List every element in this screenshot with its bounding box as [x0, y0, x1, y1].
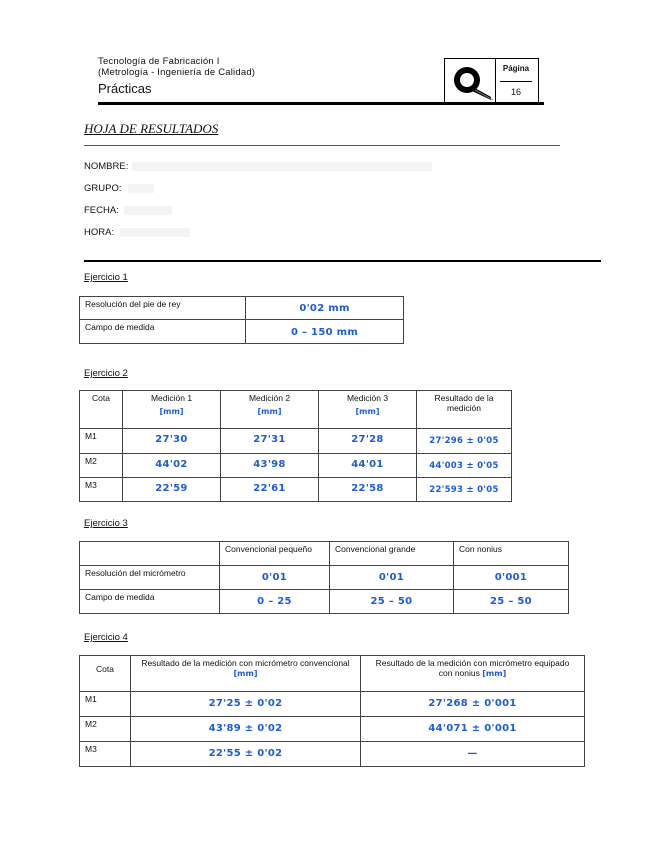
- value: 0 – 25: [257, 596, 292, 607]
- ej1-title: Ejercicio 1: [84, 272, 128, 283]
- ej4-header: Resultado de la medición con micrómetro equipado con nonius: [375, 658, 570, 678]
- result: 22'593 ± 0'05: [429, 485, 499, 495]
- q-logo-icon: [445, 59, 495, 103]
- result: —: [467, 748, 478, 759]
- ej4-title: Ejercicio 4: [84, 632, 128, 643]
- unit-label: [mm]: [233, 669, 258, 678]
- ej1-label: Campo de medida: [80, 320, 246, 344]
- course-name: Tecnología de Fabricación I: [98, 56, 220, 67]
- ej3-title: Ejercicio 3: [84, 518, 128, 529]
- logo: [444, 58, 496, 104]
- ej1-table: [79, 296, 404, 344]
- nombre-label: NOMBRE:: [84, 161, 129, 172]
- title-rule: [84, 145, 560, 146]
- ej2-table: [79, 390, 512, 502]
- cota: M2: [80, 454, 123, 478]
- table-row: [80, 297, 404, 320]
- ej1-value: 0 – 150 mm: [290, 327, 359, 338]
- hora-value: [120, 228, 190, 237]
- result: 44'071 ± 0'001: [428, 723, 517, 734]
- ej3-row-label: Campo de medida: [80, 590, 220, 614]
- result: 27'25 ± 0'02: [208, 698, 283, 709]
- value: 0'01: [378, 572, 405, 583]
- unit-label: [mm]: [159, 407, 184, 416]
- page-number: 16: [510, 87, 521, 97]
- cota: M1: [80, 692, 131, 717]
- measurement: 27'30: [155, 434, 188, 445]
- result: 22'55 ± 0'02: [208, 748, 283, 759]
- cota: M3: [80, 742, 131, 767]
- grupo-label: GRUPO:: [84, 183, 122, 194]
- section-title: HOJA DE RESULTADOS: [84, 121, 219, 136]
- ej1-value: 0'02 mm: [299, 303, 350, 314]
- table-row: [80, 656, 585, 692]
- ej4-header-cota: Cota: [80, 656, 131, 692]
- result: 27'268 ± 0'001: [428, 698, 517, 709]
- value: 0'01: [261, 572, 288, 583]
- unit-label: [mm]: [482, 669, 507, 678]
- hora-label: HORA:: [84, 227, 115, 238]
- table-row: [80, 320, 404, 344]
- ej2-header: Resultado de la medición: [417, 391, 512, 429]
- ej3-header: [80, 542, 220, 566]
- table-row: [80, 542, 569, 566]
- measurement: 22'58: [351, 483, 384, 494]
- result: 44'003 ± 0'05: [429, 461, 499, 471]
- ej3-header: Convencional pequeño: [220, 542, 330, 566]
- ej3-header: Con nonius: [454, 542, 569, 566]
- ej4-table: [79, 655, 585, 767]
- grupo-value: [128, 184, 154, 193]
- fecha-value: [124, 206, 172, 215]
- ej3-table: [79, 541, 569, 614]
- value: 0'001: [494, 572, 528, 583]
- table-row: [80, 692, 585, 717]
- ej2-header-cota: Cota: [80, 391, 123, 429]
- measurement: 43'98: [253, 459, 286, 470]
- measurement: 27'28: [351, 434, 384, 445]
- unit-label: [mm]: [257, 407, 282, 416]
- measurement: 22'59: [155, 483, 188, 494]
- value: 25 – 50: [490, 596, 532, 607]
- page-title: Prácticas: [98, 81, 152, 96]
- ej2-header: Medición 3: [346, 393, 389, 403]
- value: 25 – 50: [370, 596, 413, 607]
- page-number-box: [494, 58, 539, 104]
- measurement: 22'61: [253, 483, 286, 494]
- nombre-value: [132, 162, 432, 171]
- ej3-row-label: Resolución del micrómetro: [80, 566, 220, 590]
- ej2-header: Medición 1: [150, 393, 193, 403]
- table-row: [80, 566, 569, 590]
- cota: M3: [80, 478, 123, 502]
- result: 43'89 ± 0'02: [208, 723, 283, 734]
- ej2-title: Ejercicio 2: [84, 368, 128, 379]
- fields-rule: [84, 260, 601, 262]
- course-subtitle: (Metrología - Ingeniería de Calidad): [98, 67, 256, 78]
- cota: M1: [80, 429, 123, 454]
- header-rule: [98, 102, 544, 105]
- fecha-label: FECHA:: [84, 205, 119, 216]
- result: 27'296 ± 0'05: [429, 436, 499, 446]
- table-row: [80, 454, 512, 478]
- cota: M2: [80, 717, 131, 742]
- table-row: [80, 717, 585, 742]
- ej4-header: Resultado de la medición con micrómetro convencional: [141, 658, 350, 668]
- measurement: 44'01: [351, 459, 384, 470]
- measurement: 27'31: [253, 434, 286, 445]
- table-row: [80, 429, 512, 454]
- measurement: 44'02: [155, 459, 188, 470]
- table-row: [80, 391, 512, 429]
- table-row: [80, 742, 585, 767]
- ej2-header: Medición 2: [248, 393, 291, 403]
- table-row: [80, 478, 512, 502]
- ej3-header: Convencional grande: [330, 542, 454, 566]
- table-row: [80, 590, 569, 614]
- divider: [500, 81, 532, 82]
- unit-label: [mm]: [355, 407, 380, 416]
- page-label: Página: [502, 64, 530, 73]
- ej1-label: Resolución del pie de rey: [80, 297, 246, 320]
